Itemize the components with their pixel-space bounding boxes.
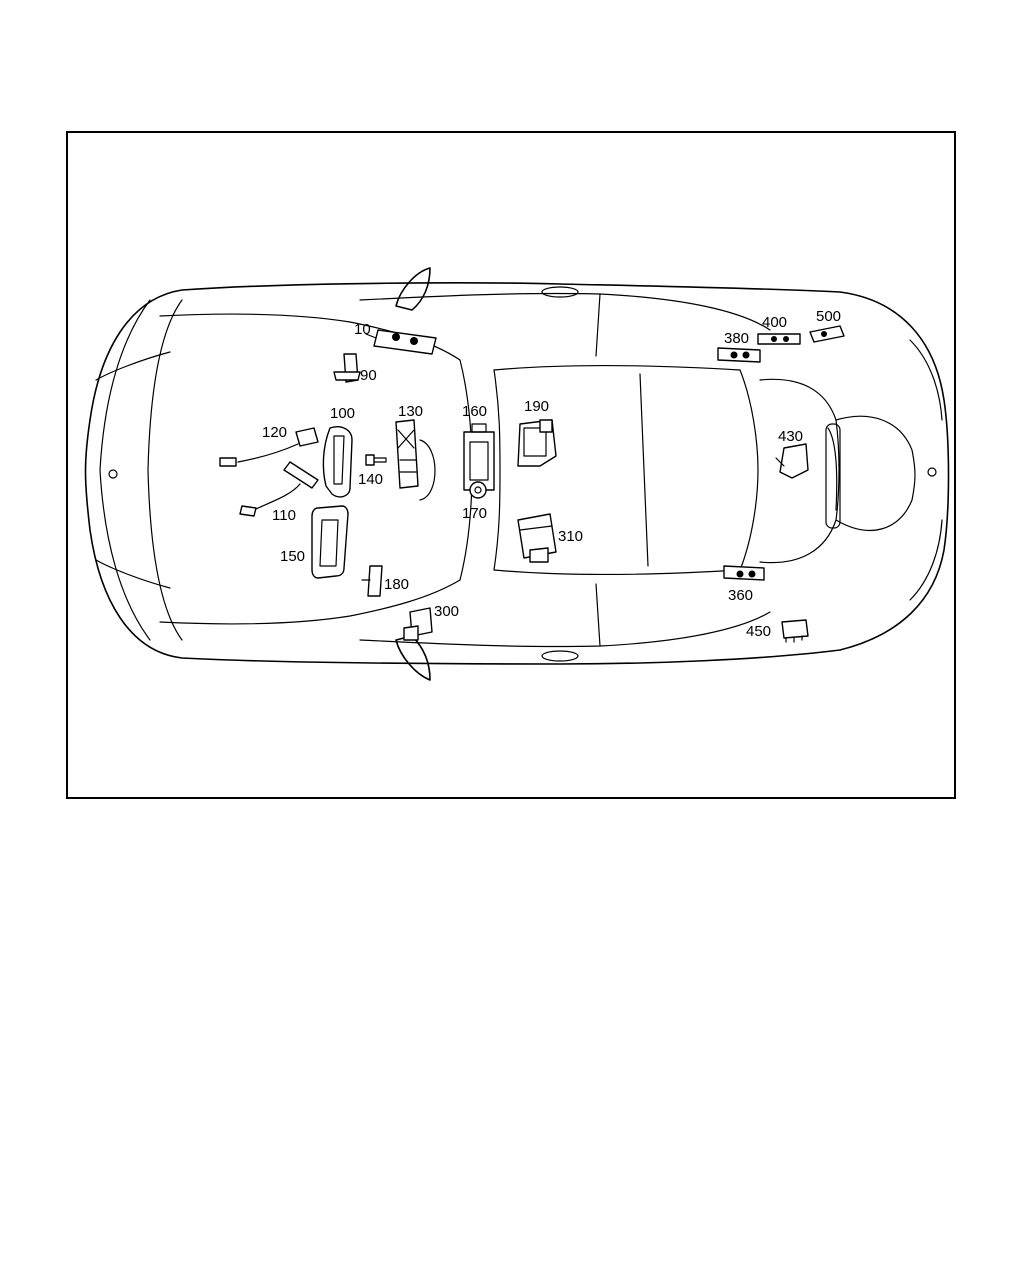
part-430-component xyxy=(776,444,808,478)
callout-110: 110 xyxy=(272,507,296,524)
part-150-cover xyxy=(312,506,348,578)
callout-360: 360 xyxy=(728,587,754,604)
part-170-knob xyxy=(470,482,486,498)
callout-190: 190 xyxy=(524,398,550,415)
part-190-control-unit xyxy=(518,420,556,466)
callout-400: 400 xyxy=(762,314,788,331)
part-100-grab-handle xyxy=(323,427,352,497)
callout-300: 300 xyxy=(434,603,460,620)
part-500-bracket xyxy=(810,326,844,342)
callout-500: 500 xyxy=(816,308,842,325)
callout-380: 380 xyxy=(724,330,750,347)
callout-310: 310 xyxy=(558,528,584,545)
callout-90: 90 xyxy=(360,367,377,384)
part-300-sensor xyxy=(404,608,432,640)
part-400-bracket xyxy=(758,334,800,344)
callout-150: 150 xyxy=(280,548,306,565)
part-10-overhead-bracket xyxy=(366,330,436,354)
callout-120: 120 xyxy=(262,424,288,441)
part-380-bracket xyxy=(718,348,760,362)
callout-170: 170 xyxy=(462,505,488,522)
part-160-module xyxy=(464,424,494,490)
callout-130: 130 xyxy=(398,403,424,420)
callout-140: 140 xyxy=(358,471,384,488)
callout-180: 180 xyxy=(384,576,410,593)
part-310-module xyxy=(518,514,556,562)
callout-450: 450 xyxy=(746,623,772,640)
callout-430: 430 xyxy=(778,428,804,445)
part-360-bracket xyxy=(724,566,764,580)
part-450-connector xyxy=(782,620,808,642)
callout-100: 100 xyxy=(330,405,356,422)
part-140-screw xyxy=(366,455,386,465)
part-130-lamp-housing xyxy=(396,420,418,488)
callout-160: 160 xyxy=(462,403,488,420)
part-180-bracket xyxy=(362,566,382,596)
part-90-hook xyxy=(334,354,360,382)
callout-10: 10 xyxy=(354,321,371,338)
